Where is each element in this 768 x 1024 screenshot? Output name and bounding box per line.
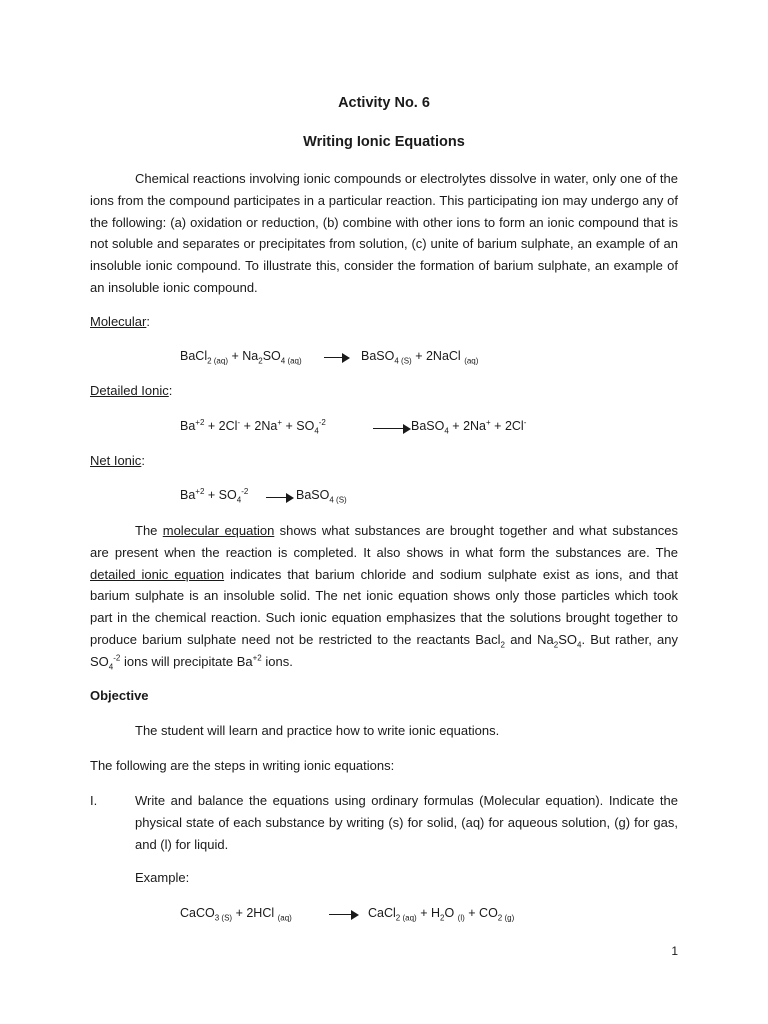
eq-term [361,349,479,366]
text-run: and Na [510,631,554,647]
term-text: BaSO [361,349,395,363]
term-text: + CO [468,906,498,920]
term-sub: 2 [258,356,263,366]
term-text: + 2Na [243,419,278,433]
term-text: CaCl [368,906,396,920]
eq-term [368,906,515,923]
reaction-arrow-icon [266,493,294,503]
term-text: + 2Na [452,419,487,433]
term-sub: 3 (S) [214,913,233,923]
step-numeral: I. [90,793,98,808]
term-sub: 4 (S) [394,356,412,366]
term-text: + H [420,906,440,920]
reaction-arrow-icon [329,910,359,920]
colon: : [141,453,145,468]
detailed-ionic-label: Detailed Ionic [90,383,169,398]
term-text: + 2Cl [207,419,238,433]
term-sub: (l) [457,913,465,923]
text-run: . But rather, any SO [90,631,678,669]
term-text: BaSO [411,419,445,433]
term-sup: -2 [318,417,326,427]
term-sub: 4 [236,495,242,505]
text-sub: 4 [576,640,582,650]
molecular-label: Molecular [90,314,147,329]
term-sub: 2 (g) [497,913,515,923]
eq-term [180,906,292,923]
eq-term [296,488,347,505]
text-run: SO [558,631,577,647]
term-sub: 4 [444,426,449,436]
term-text: CaCO [180,906,215,920]
text-run: indicates that barium chloride and sodium sulphate exist as ions, and that barium sulphate is an insoluble solid. The net ionic equation shows only those particles which took part in the chemical reaction. Such ionic equation emphasizes that the solutions brought together to produce barium sulphate need not be restricted to the reactants Bacl [90,566,678,647]
reaction-arrow-icon [373,424,411,434]
page-number: 1 [671,944,678,958]
term-text: Ba [180,419,196,433]
text-run: The [135,523,158,538]
term-sup: - [237,417,241,427]
text-sub: 2 [553,640,559,650]
term-sup: - [523,417,527,427]
intro-paragraph: Chemical reactions involving ionic compounds or electrolytes dissolve in water, only one of the ions from the compound participates in a particular reaction. This participating ion may undergo any of the following: (a) oxidation or reduction, (b) combine with other ions to form an ionic compound that is not soluble and separates or precipitates from solution, (c) unite of barium sulphate, an example of an insoluble ionic compound. To illustrate this, consider the formation of barium sulphate, an example of an insoluble ionic compound. [90,171,678,295]
term-sub: 4 (S) [329,495,347,505]
step-text: Write and balance the equations using ordinary formulas (Molecular equation). Indicate the physical state of each substance by writing (s) for solid, (aq) for aqueous solution, (g) for gas, and (l) for liquid. [135,793,678,852]
term-sub: (aq) [277,913,292,923]
text-run: ions will precipitate Ba [124,653,253,669]
term-sub: 4 [314,426,319,436]
term-text: + SO [285,419,315,433]
eq-term [411,417,527,436]
reaction-arrow-icon [324,353,350,363]
term-text: O [444,906,455,920]
eq-term [180,417,326,436]
text-sup: +2 [252,653,262,663]
term-text: + 2HCl [235,906,275,920]
eq-term [180,349,302,366]
text-run: ions. [265,653,293,669]
text-run: shows what substances are brought together and what substances are present when the reaction is completed. It also shows in what form the substances are. The [90,523,678,560]
detailed-ionic-label-line [90,383,172,398]
term-sub: 2 (aq) [395,913,417,923]
page-subtitle: Writing Ionic Equations [303,134,465,150]
term-sub: 2 [440,913,445,923]
term-sup: +2 [195,486,205,496]
term-text: + Na [231,349,259,363]
term-sub: 4 (aq) [280,356,302,366]
objective-heading: Objective [90,688,149,703]
text-sup: -2 [113,653,121,663]
term-text: BaCl [180,349,208,363]
explanation-paragraph [90,520,678,673]
term-text: BaSO [296,488,330,502]
molecular-equation-term: molecular equation [162,523,275,538]
term-text: + 2Cl [494,419,524,433]
term-text: + SO [207,488,237,502]
term-text: + 2NaCl [415,349,461,363]
eq-term [180,486,249,505]
colon: : [168,383,173,398]
term-text: SO [262,349,281,363]
text-sub: 4 [108,662,114,672]
term-sub: (aq) [464,356,479,366]
net-ionic-label-line [90,453,145,468]
term-sup: +2 [195,417,205,427]
detailed-ionic-equation-term: detailed ionic equation [90,566,225,582]
example-label: Example: [135,870,190,885]
colon: : [146,314,150,329]
steps-intro: The following are the steps in writing ionic equations: [90,758,395,773]
term-text: Ba [180,488,196,502]
term-sup: + [486,417,491,427]
text-sub: 2 [500,640,505,650]
objective-text: The student will learn and practice how to write ionic equations. [135,723,500,738]
term-sub: 2 (aq) [207,356,228,366]
term-sup: -2 [241,486,249,496]
term-sup: + [277,417,282,427]
activity-title: Activity No. 6 [338,95,430,111]
net-ionic-label: Net Ionic [90,453,142,468]
molecular-label-line [90,314,150,329]
